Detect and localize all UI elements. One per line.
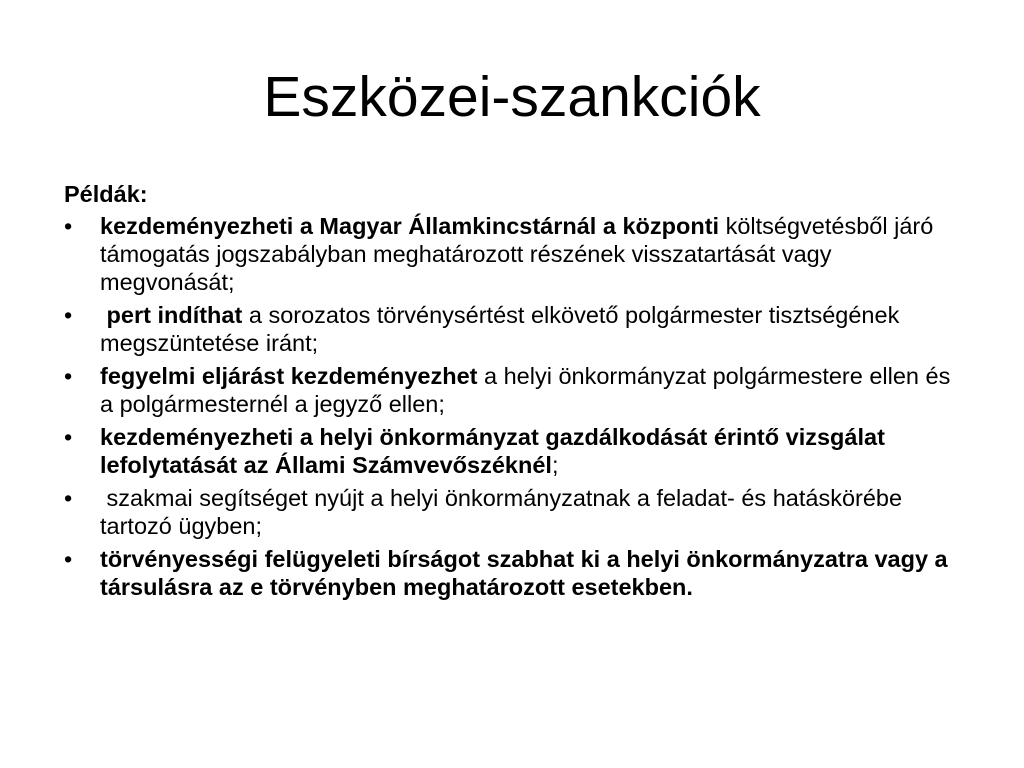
item-text: ; xyxy=(551,452,559,478)
bullet-icon: • xyxy=(64,363,73,389)
list-item xyxy=(64,545,964,601)
list-item xyxy=(64,212,964,296)
item-text: szakmai segítséget nyújt a helyi önkormányzatnak a feladat- és hatáskörébe tartozó ügyben; xyxy=(100,485,903,539)
slide-body xyxy=(64,180,964,606)
item-bold-text: kezdeményezheti a helyi önkormányzat gazdálkodását érintő vizsgálat lefolytatását az Állami Számvevőszéknél xyxy=(100,424,885,478)
bullet-list xyxy=(64,212,964,601)
item-text: költségvetésből járó támogatás jogszabályban meghatározott részének visszatartását vagy megvonását; xyxy=(100,213,934,295)
list-item xyxy=(64,301,964,357)
bullet-icon: • xyxy=(64,302,73,328)
item-bold-text: fegyelmi eljárást kezdeményezhet xyxy=(100,363,478,389)
item-bold-text: törvényességi felügyeleti bírságot szabhat ki a helyi önkormányzatra vagy a társulásra az e törvényben meghatározott esetekben. xyxy=(100,546,948,600)
item-bold-text: pert indíthat xyxy=(106,302,243,328)
list-item xyxy=(64,423,964,479)
list-item xyxy=(64,362,964,418)
item-text: a helyi önkormányzat polgármestere ellen és a polgármesternél a jegyző ellen; xyxy=(100,363,951,417)
slide-title: Eszközei-szankciók xyxy=(263,65,761,129)
item-bold-text: kezdeményezheti a Magyar Államkincstárnál a központi xyxy=(100,213,720,239)
bullet-icon: • xyxy=(64,546,73,572)
bullet-icon: • xyxy=(64,424,73,450)
list-item xyxy=(64,484,964,540)
bullet-icon: • xyxy=(64,485,73,511)
bullet-icon: • xyxy=(64,213,73,239)
examples-heading: Példák: xyxy=(64,181,148,207)
item-text: a sorozatos törvénysértést elkövető polgármester tisztségének megszüntetése iránt; xyxy=(100,302,900,356)
